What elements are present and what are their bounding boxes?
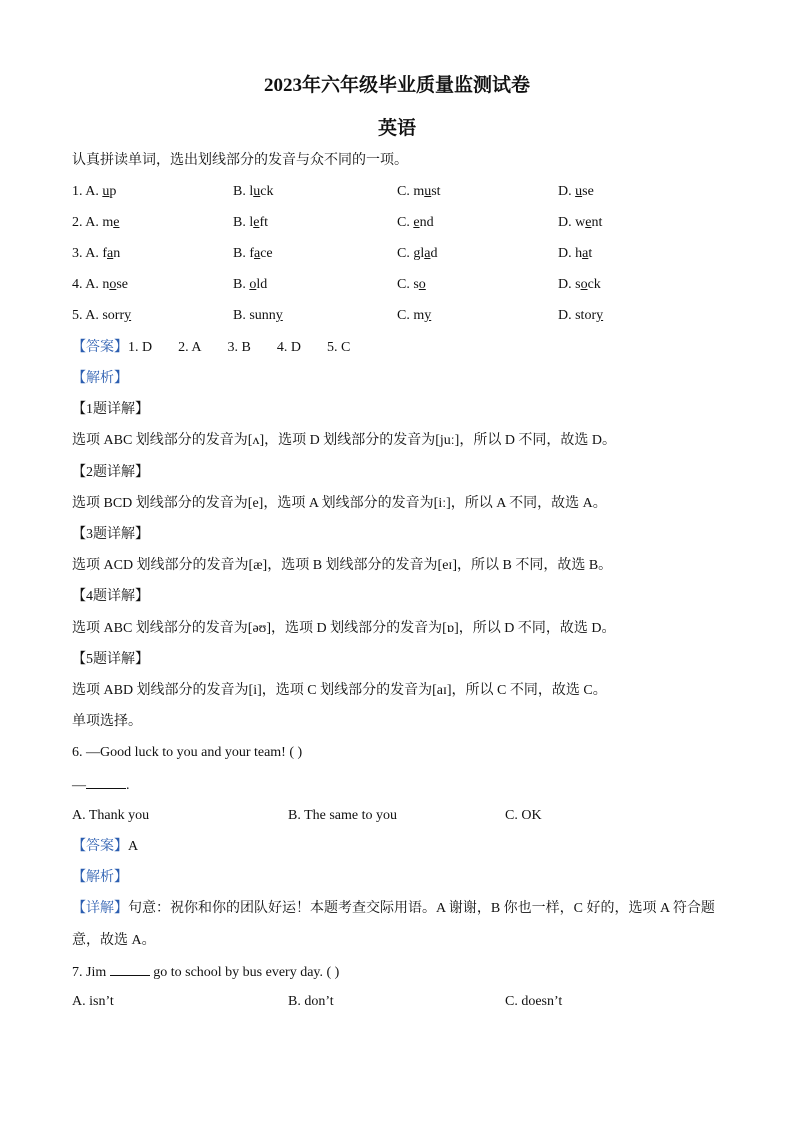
- detail-label-3: 【3题详解】: [72, 527, 149, 542]
- word-suffix: ck: [260, 184, 274, 199]
- question-6-option-a: A. Thank you: [72, 808, 150, 823]
- word-suffix: t: [588, 246, 593, 261]
- underlined-letter: o: [580, 277, 588, 292]
- reply-dash: —: [72, 778, 86, 793]
- question-6-detail-continued: 意，故选 A。: [72, 933, 156, 948]
- word-suffix: st: [431, 184, 441, 199]
- detail-label-2: 【2题详解】: [72, 465, 149, 480]
- question-1-option-c: [397, 183, 441, 201]
- detail-text-1: 选项 ABC 划线部分的发音为[ʌ]，选项 D 划线部分的发音为[juː]，所以 D 不同，故选 D。: [72, 433, 617, 448]
- underlined-letter: a: [107, 246, 114, 261]
- underlined-letter: a: [424, 246, 431, 261]
- question-5-option-b: [233, 307, 283, 325]
- underlined-letter: o: [249, 277, 257, 292]
- subject-title: 英语: [377, 118, 416, 139]
- reply-period: .: [126, 778, 130, 793]
- answer-blank: [110, 963, 150, 976]
- word-prefix: n: [102, 277, 110, 292]
- question-6-analysis-label: 【解析】: [72, 870, 128, 885]
- question-5-option-d: [558, 307, 603, 325]
- answer-item: 1. D: [128, 340, 153, 355]
- answer-label: 【答案】: [72, 340, 128, 355]
- word-prefix: D. stor: [558, 308, 597, 323]
- detail-label: 【详解】: [72, 901, 128, 916]
- question-7-option-b: B. don’t: [288, 994, 334, 1009]
- detail-text-4: 选项 ABC 划线部分的发音为[əʊ]，选项 D 划线部分的发音为[ɒ]，所以 D 不同，故选 D。: [72, 621, 616, 636]
- answer-item: 2. A: [178, 340, 202, 355]
- word-prefix: C. gl: [397, 246, 425, 261]
- detail-text-5: 选项 ABD 划线部分的发音为[i]，选项 C 划线部分的发音为[aɪ]，所以 C 不同，故选 C。: [72, 683, 607, 698]
- stem-start: 7. Jim: [72, 965, 107, 980]
- word-prefix: C. m: [397, 184, 425, 199]
- detail-label-1: 【1题详解】: [72, 402, 149, 417]
- question-4-option-c: [397, 276, 426, 294]
- word-prefix: C. s: [397, 277, 419, 292]
- question-5-option-c: [397, 307, 431, 325]
- answer-value: A: [128, 839, 139, 854]
- word-prefix: B. l: [233, 215, 254, 230]
- section1-instruction: 认真拼读单词，选出划线部分的发音与众不同的一项。: [72, 153, 408, 168]
- underlined-letter: e: [585, 215, 592, 230]
- word-suffix: se: [116, 277, 129, 292]
- detail-label-5: 【5题详解】: [72, 652, 149, 667]
- exam-title: 2023年六年级毕业质量监测试卷: [263, 75, 530, 96]
- word-prefix: B. sunn: [233, 308, 276, 323]
- question-6-option-c: C. OK: [505, 808, 542, 823]
- question-1-option-b: [233, 183, 273, 201]
- underlined-letter: u: [575, 184, 583, 199]
- detail-label-4: 【4题详解】: [72, 589, 149, 604]
- underlined-letter: u: [424, 184, 432, 199]
- word-suffix: se: [582, 184, 594, 199]
- underlined-letter: y: [275, 308, 283, 323]
- underlined-letter: e: [113, 215, 120, 230]
- word-prefix: B.: [233, 277, 250, 292]
- question-2-option-b: [233, 214, 268, 232]
- stem-end: go to school by bus every day. ( ): [153, 965, 340, 980]
- question-2-option-a: [72, 214, 119, 232]
- question-3-option-c: [397, 245, 437, 263]
- question-6-answer: [72, 838, 138, 856]
- underlined-letter: a: [254, 246, 261, 261]
- answer-item: 3. B: [227, 340, 251, 355]
- word-suffix: d: [430, 246, 438, 261]
- question-4-option-d: [558, 276, 601, 294]
- answer-label: 【答案】: [72, 839, 128, 854]
- word-prefix: D. s: [558, 277, 581, 292]
- word-prefix: B. l: [233, 184, 254, 199]
- underlined-letter: y: [596, 308, 604, 323]
- question-2-option-d: [558, 214, 602, 232]
- word-prefix: C. m: [397, 308, 425, 323]
- answer-line-1-5: [72, 339, 376, 357]
- word-prefix: m: [102, 215, 114, 230]
- question-6-detail: [72, 900, 715, 918]
- word-prefix: C.: [397, 215, 414, 230]
- question-6-option-b: B. The same to you: [288, 808, 398, 823]
- underlined-letter: a: [582, 246, 589, 261]
- answer-item: 5. C: [326, 340, 351, 355]
- question-number: 5. A.: [72, 308, 99, 323]
- question-6-reply: [72, 776, 130, 795]
- question-number: 4. A.: [72, 277, 99, 292]
- underlined-letter: y: [124, 308, 132, 323]
- question-3-option-d: [558, 245, 592, 263]
- detail-text: 句意：祝你和你的团队好运！本题考查交际用语。A 谢谢，B 你也一样，C 好的，选项 A 符合题: [128, 901, 715, 916]
- answer-item: 4. D: [276, 340, 301, 355]
- underlined-letter: e: [253, 215, 260, 230]
- word-prefix: D. w: [558, 215, 586, 230]
- word-suffix: p: [109, 184, 117, 199]
- word-prefix: f: [102, 246, 108, 261]
- underlined-letter: o: [109, 277, 117, 292]
- detail-text-3: 选项 ACD 划线部分的发音为[æ]，选项 B 划线部分的发音为[eɪ]，所以 B 不同，故选 B。: [72, 558, 613, 573]
- question-2-option-c: [397, 214, 434, 232]
- underlined-letter: u: [253, 184, 261, 199]
- question-number: 3. A.: [72, 246, 99, 261]
- question-3-option-b: [233, 245, 273, 263]
- question-6-stem: 6. —Good luck to you and your team! ( ): [72, 745, 303, 760]
- detail-text-2: 选项 BCD 划线部分的发音为[e]，选项 A 划线部分的发音为[iː]，所以 A 不同，故选 A。: [72, 496, 607, 511]
- question-3-option-a: [72, 245, 120, 263]
- underlined-letter: u: [102, 184, 110, 199]
- word-prefix: sorr: [102, 308, 125, 323]
- question-4-option-b: [233, 276, 267, 294]
- underlined-letter: o: [418, 277, 426, 292]
- question-4-option-a: [72, 276, 128, 294]
- word-suffix: ft: [259, 215, 269, 230]
- question-1-option-a: [72, 183, 116, 201]
- word-prefix: D.: [558, 184, 576, 199]
- word-suffix: ck: [587, 277, 601, 292]
- question-number: 1. A.: [72, 184, 99, 199]
- word-prefix: D. h: [558, 246, 583, 261]
- word-suffix: nt: [591, 215, 603, 230]
- question-7-option-a: A. isn’t: [72, 994, 114, 1009]
- word-suffix: ld: [256, 277, 268, 292]
- underlined-letter: e: [413, 215, 420, 230]
- question-5-option-a: [72, 307, 131, 325]
- question-7-stem: [72, 963, 339, 982]
- underlined-letter: y: [424, 308, 432, 323]
- question-7-option-c: C. doesn’t: [505, 994, 563, 1009]
- analysis-label: 【解析】: [72, 371, 128, 386]
- word-prefix: B. f: [233, 246, 254, 261]
- word-suffix: nd: [419, 215, 434, 230]
- question-1-option-d: [558, 183, 594, 201]
- answer-blank: [86, 776, 126, 789]
- question-number: 2. A.: [72, 215, 99, 230]
- word-suffix: ce: [260, 246, 273, 261]
- word-suffix: n: [113, 246, 121, 261]
- section2-instruction: 单项选择。: [72, 714, 142, 729]
